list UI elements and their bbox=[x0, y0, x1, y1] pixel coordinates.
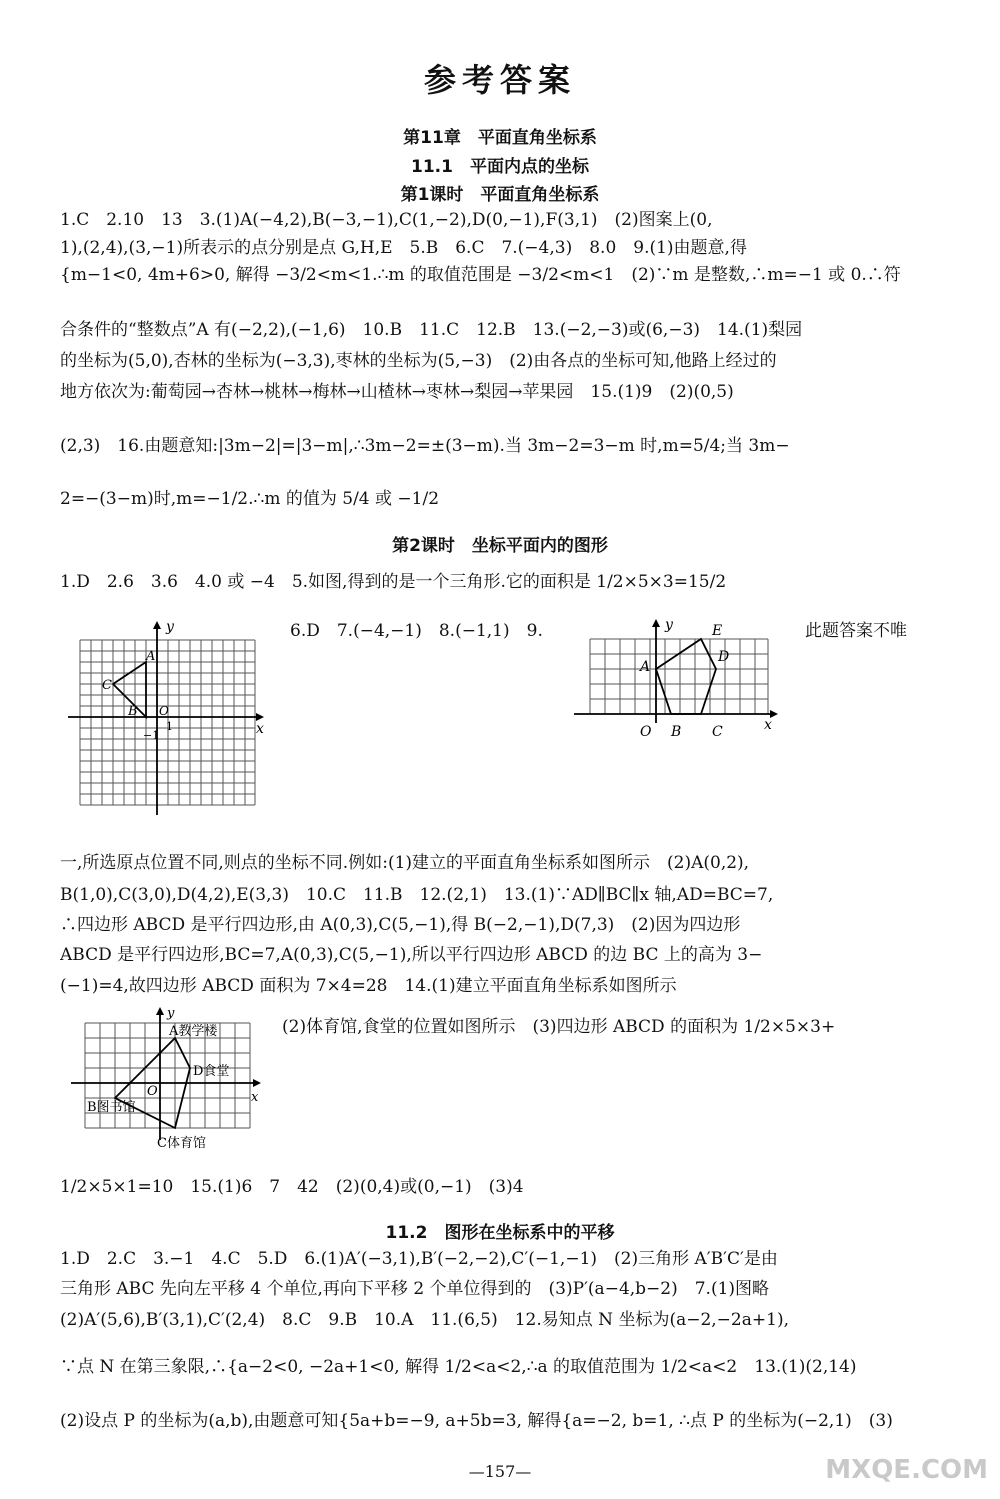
answer-line: ∴四边形 ABCD 是平行四边形,由 A(0,3),C(5,−1),得 B(−2,−1),D(7,3) (2)因为四边形 bbox=[60, 915, 741, 935]
figure-pentagon-grid bbox=[568, 615, 783, 745]
fig2-origin: O bbox=[640, 724, 652, 740]
answer-line: 1),(2,4),(3,−1)所表示的点分别是点 G,H,E 5.B 6.C 7.(−4,3) 8.0 9.(1)由题意,得 bbox=[60, 238, 747, 258]
watermark: MXQE.COM bbox=[825, 1455, 988, 1485]
answer-line: ABCD 是平行四边形,BC=7,A(0,3),C(5,−1),所以平行四边形 ABCD 的边 BC 上的高为 3− bbox=[60, 945, 763, 965]
fig1-point-a: A bbox=[146, 649, 156, 664]
fig3-x-label: x bbox=[251, 1090, 259, 1105]
chapter-heading: 第11章 平面直角坐标系 bbox=[403, 128, 597, 148]
fig1-point-c: C bbox=[102, 678, 112, 693]
lesson-heading-1: 第1课时 平面直角坐标系 bbox=[400, 185, 600, 205]
fig2-x-label: x bbox=[764, 717, 772, 733]
answer-line: 合条件的“整数点”A 有(−2,2),(−1,6) 10.B 11.C 12.B 13.(−2,−3)或(6,−3) 14.(1)梨园 bbox=[60, 320, 803, 340]
figure-triangle-grid bbox=[60, 615, 275, 820]
answer-line: 的坐标为(5,0),杏林的坐标为(−3,3),枣林的坐标为(5,−3) (2)由各点的坐标可知,他路上经过的 bbox=[60, 351, 777, 371]
fig1-origin: O bbox=[159, 704, 169, 718]
fig3-point-d: D食堂 bbox=[193, 1064, 230, 1079]
answer-line: 1/2×5×1=10 15.(1)6 7 42 (2)(0,4)或(0,−1) (3)4 bbox=[60, 1177, 524, 1197]
fig1-y-label: y bbox=[166, 619, 174, 635]
lesson-heading-2: 第2课时 坐标平面内的图形 bbox=[392, 536, 608, 556]
answer-line: 此题答案不唯 bbox=[805, 621, 907, 641]
page-title: 参考答案 bbox=[423, 61, 576, 99]
fig3-point-c: C体育馆 bbox=[157, 1136, 206, 1151]
answer-line: 1.D 2.C 3.−1 4.C 5.D 6.(1)A′(−3,1),B′(−2,−2),C′(−1,−1) (2)三角形 A′B′C′是由 bbox=[60, 1249, 778, 1269]
fig1-x-label: x bbox=[256, 721, 264, 737]
fig3-point-a: A教学楼 bbox=[169, 1024, 218, 1039]
answer-line: (2)体育馆,食堂的位置如图所示 (3)四边形 ABCD 的面积为 1/2×5×3+ bbox=[282, 1017, 836, 1037]
fig1-tick-one: 1 bbox=[166, 720, 173, 733]
fig1-point-b: B bbox=[128, 704, 138, 719]
answer-line: 三角形 ABC 先向左平移 4 个单位,再向下平移 2 个单位得到的 (3)P′(a−4,b−2) 7.(1)图略 bbox=[60, 1279, 770, 1299]
answer-line: B(1,0),C(3,0),D(4,2),E(3,3) 10.C 11.B 12.(2,1) 13.(1)∵AD∥BC∥x 轴,AD=BC=7, bbox=[60, 885, 774, 905]
fig2-point-c: C bbox=[712, 724, 723, 740]
answer-line: ∵点 N 在第三象限,∴{a−2<0, −2a+1<0, 解得 1/2<a<2,∴a 的取值范围为 1/2<a<2 13.(1)(2,14) bbox=[60, 1357, 857, 1377]
fig2-point-b: B bbox=[671, 724, 682, 740]
page-number: —157— bbox=[468, 1462, 532, 1481]
fig3-y-label: y bbox=[167, 1006, 175, 1021]
answer-line: 6.D 7.(−4,−1) 8.(−1,1) 9. bbox=[290, 621, 543, 641]
answer-line: 1.C 2.10 13 3.(1)A(−4,2),B(−3,−1),C(1,−2),D(0,−1),F(3,1) (2)图案上(0, bbox=[60, 210, 713, 230]
answer-line: (2)A′(5,6),B′(3,1),C′(2,4) 8.C 9.B 10.A 11.(6,5) 12.易知点 N 坐标为(a−2,−2a+1), bbox=[60, 1310, 789, 1330]
answer-line: (2,3) 16.由题意知:|3m−2|=|3−m|,∴3m−2=±(3−m).当 3m−2=3−m 时,m=5/4;当 3m− bbox=[60, 436, 790, 456]
answer-line: 地方依次为:葡萄园→杏林→桃林→梅林→山楂林→枣林→梨园→苹果园 15.(1)9 (2)(0,5) bbox=[60, 382, 734, 402]
fig2-point-e: E bbox=[712, 623, 723, 639]
answer-line: (−1)=4,故四边形 ABCD 面积为 7×4=28 14.(1)建立平面直角坐标系如图所示 bbox=[60, 976, 677, 996]
answer-line: {m−1<0, 4m+6>0, 解得 −3/2<m<1.∴m 的取值范围是 −3/2<m<1 (2)∵m 是整数,∴m=−1 或 0.∴符 bbox=[60, 265, 901, 285]
fig2-y-label: y bbox=[665, 617, 673, 633]
fig2-point-d: D bbox=[718, 649, 730, 665]
fig3-point-b: B图书馆 bbox=[87, 1100, 136, 1115]
answer-line: 1.D 2.6 3.6 4.0 或 −4 5.如图,得到的是一个三角形.它的面积是 1/2×5×3=15/2 bbox=[60, 572, 727, 592]
answer-line: 2=−(3−m)时,m=−1/2.∴m 的值为 5/4 或 −1/2 bbox=[60, 489, 440, 509]
fig2-point-a: A bbox=[640, 659, 651, 675]
answer-line: (2)设点 P 的坐标为(a,b),由题意可知{5a+b=−9, a+5b=3, 解得{a=−2, b=1, ∴点 P 的坐标为(−2,1) (3) bbox=[60, 1411, 893, 1431]
answer-line: 一,所选原点位置不同,则点的坐标不同.例如:(1)建立的平面直角坐标系如图所示 (2)A(0,2), bbox=[60, 853, 750, 873]
fig3-origin: O bbox=[147, 1084, 158, 1099]
fig1-tick-neg-one: −1 bbox=[143, 729, 160, 742]
section-heading-11-1: 11.1 平面内点的坐标 bbox=[411, 157, 589, 177]
section-heading-11-2: 11.2 图形在坐标系中的平移 bbox=[385, 1223, 615, 1243]
figure-campus-grid bbox=[65, 1005, 275, 1160]
